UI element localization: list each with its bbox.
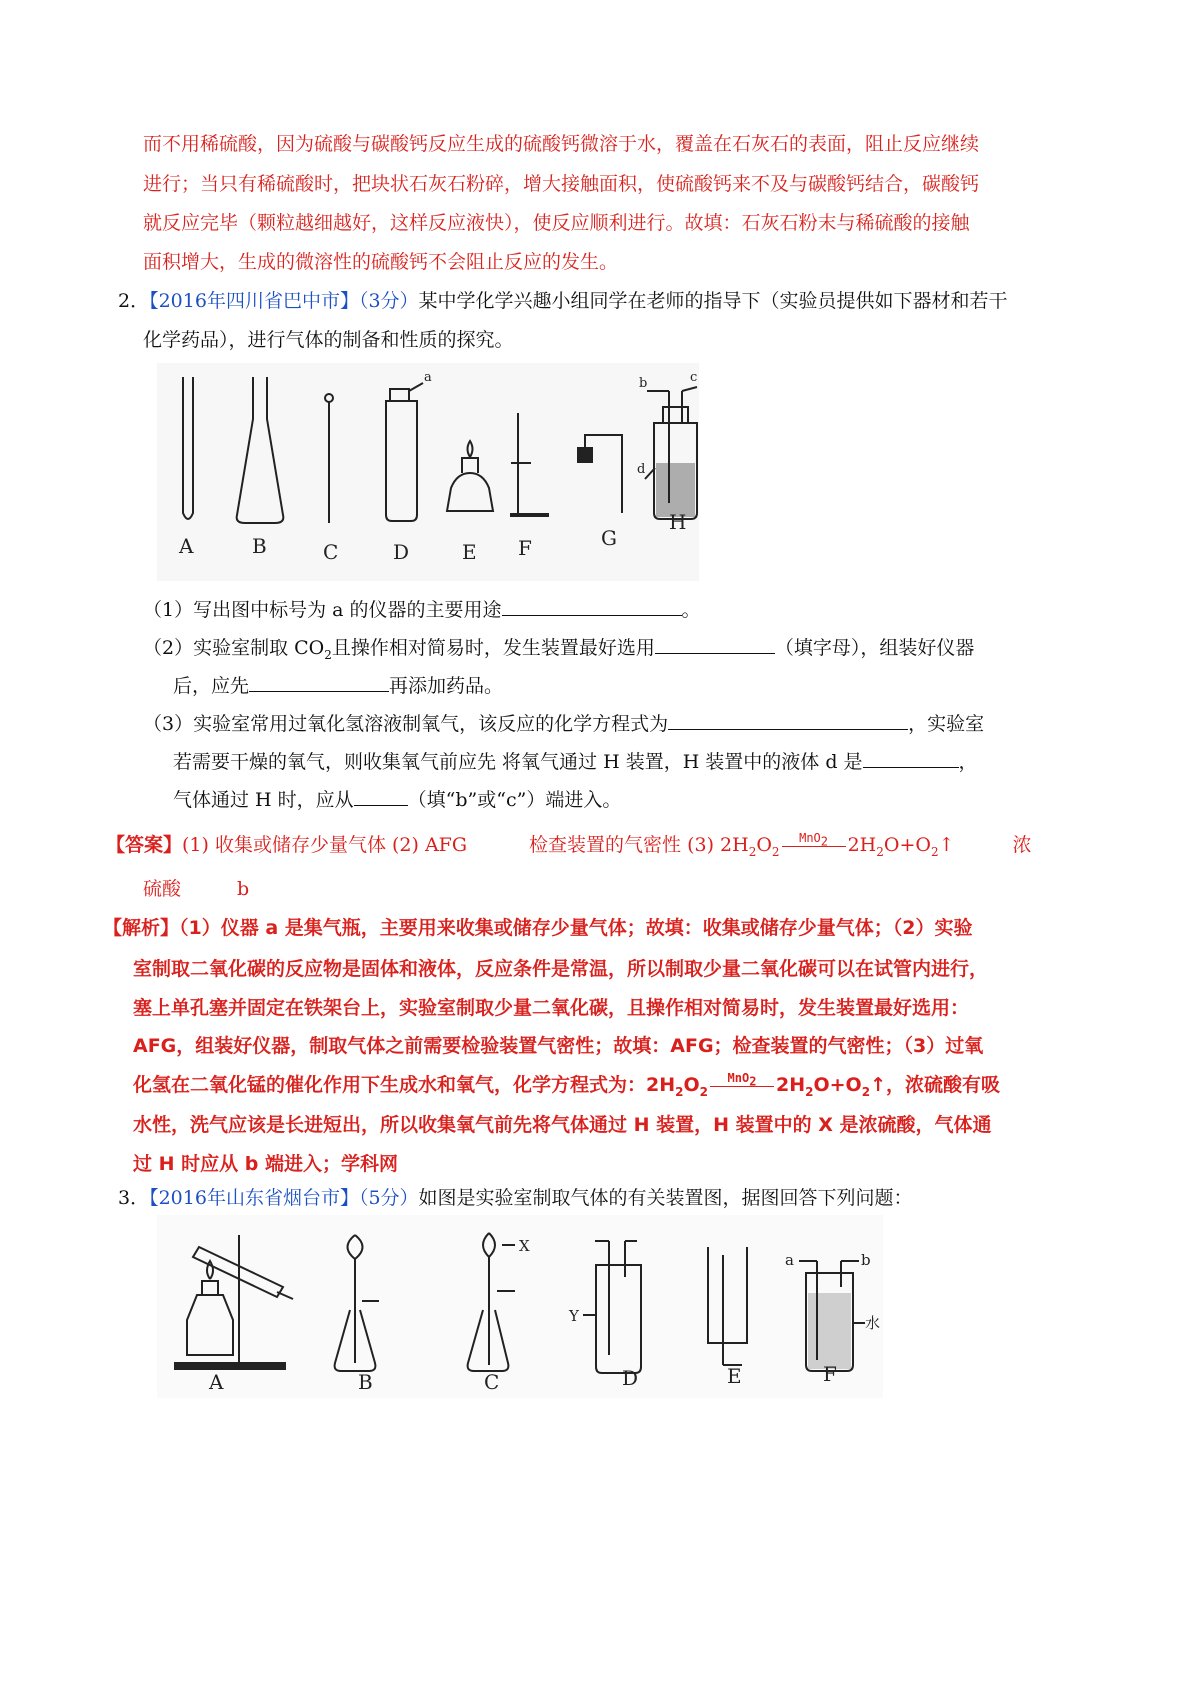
q2-label-b: B — [252, 534, 267, 558]
q2-apparatus-figure — [157, 363, 699, 581]
q3-label-b: B — [358, 1370, 373, 1394]
q2-sub2-blank-1[interactable] — [655, 635, 775, 654]
q3-stem-text: 如图是实验室制取气体的有关装置图，据图回答下列问题： — [418, 1187, 913, 1209]
q2-answer-tail: ↑ — [938, 834, 955, 856]
q2-analysis-line-1 — [103, 916, 973, 940]
q2-analysis-line-3: 塞上单孔塞并固定在铁架台上，实验室制取少量二氧化碳，且操作相对简易时，发生装置最好选用： — [133, 997, 970, 1019]
q3-gas-bottle-d-icon — [596, 1265, 641, 1373]
q2-sub2-text-e: 再添加药品。 — [389, 675, 504, 697]
prev-answer-line-3: 就反应完毕（颗粒越细越好，这样反应液快），使反应顺利进行。故填：石灰石粉末与稀硫酸的接触 — [143, 212, 970, 234]
q2-sub2-line-1 — [143, 635, 974, 660]
q3-mark-y: Y — [569, 1307, 579, 1325]
q2-stem-line-1 — [118, 289, 1008, 313]
q2-answer-line2-a: 硫酸 — [143, 878, 182, 900]
q3-funnel-icon — [348, 1235, 363, 1259]
q2-answer-catalyst-sub: 2 — [820, 834, 829, 849]
q2-sub2-text-d: 后，应先 — [173, 675, 250, 697]
q2-sub3-text-f: （填“b”或“c”）端进入。 — [407, 789, 622, 811]
q2-analysis-arrow: MnO$_2$ — [708, 1074, 776, 1098]
q2-answer-line-1: 【答案】(1) 收集或储存少量气体 (2) AFG 检查装置的气密性 (3) $2H_2O_2$ MnO$_2$ $2H_2O+O_2↑$ 浓 — [106, 831, 1032, 859]
q2-label-h: H — [669, 510, 687, 534]
alcohol-lamp-icon — [447, 473, 493, 511]
q3-mark-water: 水 — [865, 1314, 881, 1332]
q2-sub2-blank-2[interactable] — [249, 673, 389, 692]
q2-stem-line-2: 化学药品），进行气体的制备和性质的探究。 — [143, 329, 514, 351]
q3-label-d: D — [622, 1366, 639, 1390]
q2-analysis-line-4: AFG，组装好仪器，制取气体之前需要检验装置气密性；故填：AFG；检查装置的气密性；（3）过氧 — [133, 1035, 984, 1057]
q3-label-c: C — [484, 1370, 500, 1394]
q3-stem — [118, 1186, 913, 1210]
q2-sub3-text-d: ， — [958, 751, 978, 773]
q3-water-fill — [808, 1293, 851, 1369]
q3-label-a: A — [209, 1370, 224, 1394]
test-tube-icon — [183, 377, 193, 519]
q2-sub3-text-c: 若需要干燥的氧气，则收集氧气前应先 将氧气通过 H 装置，H 装置中的液体 d 是 — [173, 751, 863, 773]
q2-sub1-blank[interactable] — [502, 597, 682, 616]
q2-analysis-line-7: 过 H 时应从 b 端进入；学科网 — [133, 1153, 398, 1175]
q2-label-a: A — [179, 534, 194, 558]
q3-label-f: F — [823, 1362, 837, 1386]
q2-stem-1: 某中学化学兴趣小组同学在老师的指导下（实验员提供如下器材和若干 — [418, 290, 1008, 312]
q3-mark-b: b — [861, 1251, 871, 1269]
q2-sub2-text-a: （2）实验室制取 CO — [143, 637, 325, 659]
q3-label-e: E — [727, 1364, 742, 1388]
stopper-tube-icon — [578, 448, 592, 462]
q2-answer-label: 【答案】 — [106, 834, 183, 856]
q2-analysis-l5a: 化氢在二氧化锰的催化作用下生成水和氧气，化学方程式为：2H — [133, 1074, 676, 1096]
q3-apparatus-drawing — [157, 1215, 883, 1398]
q2-analysis-line-6: 水性，洗气应该是长进短出，所以收集氧气前先将气体通过 H 装置，H 装置中的 X 是浓硫酸，气体通 — [133, 1114, 992, 1136]
q2-label-d: D — [393, 540, 410, 564]
q2-sub2-line-2 — [173, 673, 503, 698]
q2-sub3-line-2 — [173, 749, 978, 774]
prev-answer-line-2: 进行；当只有稀硫酸时，把块状石灰石粉碎，增大接触面积，使硫酸钙来不及与碳酸钙结合，碳酸钙 — [143, 173, 980, 195]
q2-sub3-text-e: 气体通过 H 时，应从 — [173, 789, 354, 811]
q3-alcohol-lamp-icon — [187, 1295, 233, 1355]
q2-analysis-l1: （1）仪器 a 是集气瓶，主要用来收集或储存少量气体；故填：收集或储存少量气体；（2）实验 — [179, 917, 973, 939]
q2-sub3-line-1 — [143, 711, 984, 736]
q2-label-g: G — [601, 526, 617, 550]
q2-answer-part2: 检查装置的气密性 (3) 2H — [529, 834, 749, 856]
q2-source: 【2016年四川省巴中市】 — [149, 290, 359, 312]
q2-sub1-text: （1）写出图中标号为 a 的仪器的主要用途 — [143, 599, 502, 621]
q2-sub1 — [143, 597, 701, 622]
q2-analysis-line-5: 化氢在二氧化锰的催化作用下生成水和氧气，化学方程式为：$2H_2O_2$ MnO$_2$ $2H_2O+O_2↑$，浓硫酸有吸 — [133, 1070, 1000, 1099]
q2-mark-a: a — [424, 370, 432, 385]
q2-label-e: E — [462, 540, 477, 564]
q2-answer-part1: (1) 收集或储存少量气体 (2) AFG — [182, 834, 468, 856]
q2-label-c: C — [323, 540, 339, 564]
q2-answer-line-2 — [143, 877, 249, 901]
q2-mark-c: c — [690, 370, 698, 385]
q3-source: 【2016年山东省烟台市】 — [149, 1187, 359, 1209]
q2-score: （3分） — [358, 290, 419, 312]
q2-sub2-text-c: （填字母），组装好仪器 — [774, 637, 975, 659]
q2-analysis-line-2: 室制取二氧化碳的反应物是固体和液体，反应条件是常温，所以制取少量二氧化碳可以在试管内进行， — [133, 958, 989, 980]
q2-analysis-label: 【解析】 — [103, 917, 180, 939]
q3-score: （5分） — [358, 1187, 419, 1209]
q2-mark-b: b — [639, 376, 648, 391]
conical-flask-icon — [237, 377, 284, 523]
q3-gas-bottle-e-icon — [708, 1247, 747, 1343]
q2-sub3-blank-3[interactable] — [354, 787, 408, 806]
q3-mark-x: X — [519, 1237, 530, 1255]
q2-sub3-blank-2[interactable] — [863, 749, 959, 768]
q2-answer-line2-b: b — [237, 878, 250, 900]
q3-mark-a: a — [785, 1251, 794, 1269]
q2-sub3-text-b: ，实验室 — [908, 713, 985, 735]
q2-sub1-end: 。 — [681, 599, 701, 621]
q2-answer-arrow — [780, 831, 848, 858]
q2-answer-thick: 浓 — [1012, 834, 1032, 856]
prev-answer-line-4: 面积增大，生成的微溶性的硫酸钙不会阻止反应的发生。 — [143, 251, 619, 273]
q2-sub3-text-a: （3）实验室常用过氧化氢溶液制氧气，该反应的化学方程式为 — [143, 713, 669, 735]
q2-sub3-line-3 — [173, 787, 621, 812]
q3-separatory-funnel-icon — [483, 1233, 495, 1257]
q2-number: 2． — [118, 290, 150, 312]
q2-sub2-subscript: 2 — [324, 647, 332, 662]
q2-sub3-blank-1[interactable] — [668, 711, 908, 730]
q2-apparatus-drawing — [157, 363, 699, 581]
gas-jar-icon — [386, 401, 417, 521]
q2-answer-catalyst: MnO — [799, 831, 821, 845]
q3-apparatus-figure — [157, 1215, 883, 1398]
q2-mark-d: d — [637, 462, 646, 477]
q2-sub2-text-b: 且操作相对简易时，发生装置最好选用 — [331, 637, 655, 659]
q3-number: 3． — [118, 1187, 150, 1209]
q2-analysis-l5b: ↑，浓硫酸有吸 — [870, 1074, 1000, 1096]
prev-answer-line-1: 而不用稀硫酸，因为硫酸与碳酸钙反应生成的硫酸钙微溶于水，覆盖在石灰石的表面，阻止反应继续 — [143, 133, 980, 155]
q2-label-f: F — [518, 536, 532, 560]
